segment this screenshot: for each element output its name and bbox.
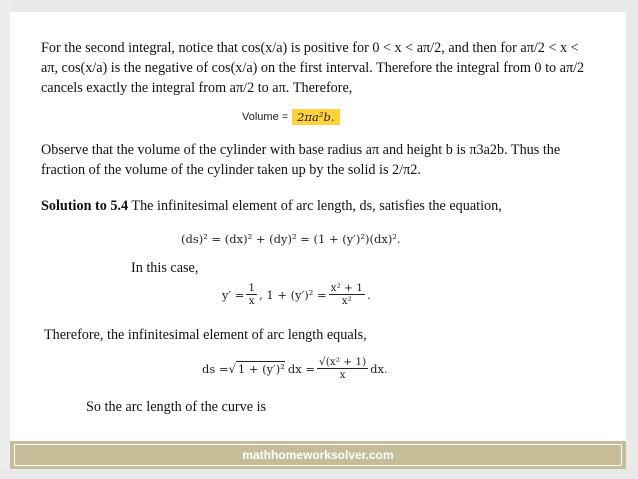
volume-equation: [242, 108, 340, 126]
y-squared-fraction: [329, 282, 365, 307]
paragraph-second-integral: For the second integral, notice that cos(x/a) is positive for 0 < x < aπ/2, and then for aπ/2 < x < aπ, cos(x/a) is the negative of cos(x/a) on the first interval. Therefore the integral from 0 to aπ/2 cancels exactly the integral from aπ/2 to aπ. Therefore,: [41, 40, 585, 96]
footer-frame: [14, 444, 622, 466]
ds-lhs: ds =: [202, 361, 229, 376]
ds-numerator: √(x² + 1): [319, 356, 367, 368]
footer-bar: [10, 441, 626, 469]
paragraph-solution-5-4: [41, 196, 601, 216]
slide-frame-right: [626, 0, 638, 479]
y-prime-lhs: y′ =: [222, 287, 245, 302]
paragraph-in-this-case: In this case,: [131, 260, 199, 276]
ds-fraction: [317, 356, 368, 381]
derivative-equation: [222, 282, 371, 307]
y-prime-denominator: x: [248, 295, 255, 307]
y-squared-lhs: , 1 + (y′)² =: [259, 287, 327, 302]
ds-mid: dx =: [287, 361, 315, 376]
y-squared-denominator: x²: [341, 295, 352, 307]
slide-frame-bottom: [0, 469, 638, 479]
paragraph-cylinder-volume: Observe that the volume of the cylinder with base radius aπ and height b is π3a2b. Thus the fraction of the volume of the cylinder taken up by the solid is 2/π2.: [41, 142, 561, 178]
solution-heading: Solution to 5.4: [41, 198, 129, 214]
period: .: [366, 287, 371, 302]
slide-frame-left: [0, 0, 10, 479]
slide-frame-top: [0, 0, 638, 12]
volume-label: Volume =: [242, 111, 289, 123]
sqrt-body: 1 + (y′)²: [237, 362, 285, 376]
paragraph-arc-element: Therefore, the infinitesimal element of arc length equals,: [44, 327, 367, 343]
paragraph-arc-length-curve: So the arc length of the curve is: [86, 399, 267, 415]
sqrt-symbol: √: [228, 361, 236, 376]
footer-website-text: mathhomeworksolver.com: [242, 448, 394, 462]
ds-denominator: x: [339, 369, 346, 381]
y-prime-fraction: [246, 282, 257, 307]
arc-length-equation: (ds)² = (dx)² + (dy)² = (1 + (y′)²)(dx)².: [181, 232, 401, 246]
solution-text: The infinitesimal element of arc length, ds, satisfies the equation,: [128, 198, 502, 214]
ds-end: dx.: [370, 361, 388, 376]
y-prime-numerator: 1: [248, 282, 256, 294]
y-squared-numerator: x² + 1: [330, 282, 363, 294]
ds-equation: [202, 356, 388, 381]
volume-value-highlight: 2πa²b.: [292, 109, 339, 125]
